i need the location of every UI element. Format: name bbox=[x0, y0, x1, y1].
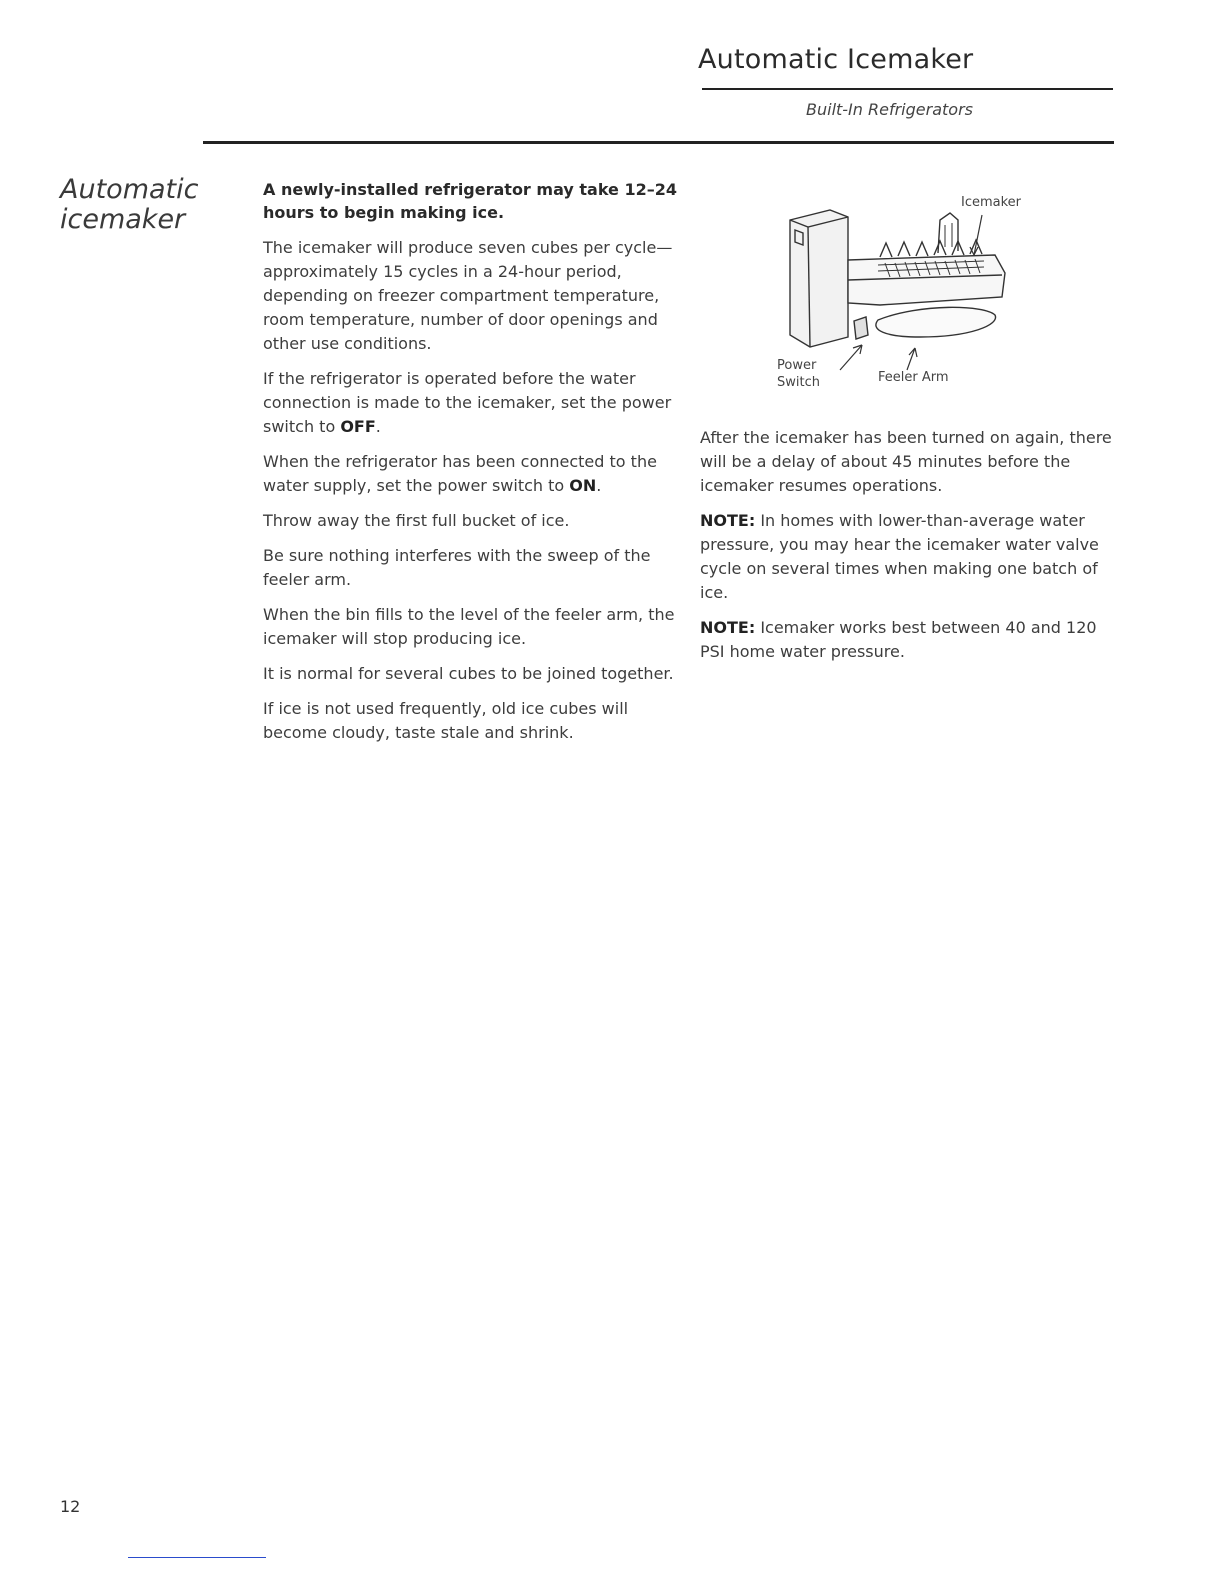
left-column bbox=[263, 178, 683, 756]
note-water-pressure bbox=[700, 509, 1115, 605]
page-number: 12 bbox=[60, 1497, 81, 1516]
right-column bbox=[700, 426, 1115, 675]
paragraph-first-bucket: Throw away the first full bucket of ice. bbox=[263, 511, 570, 530]
paragraph-power-off-end: . bbox=[375, 417, 381, 436]
lead-paragraph: A newly-installed refrigerator may take 12–24 hours to begin making ice. bbox=[263, 180, 677, 222]
paragraph-bin-fills: When the bin fills to the level of the feeler arm, the icemaker will stop producing ice. bbox=[263, 605, 675, 648]
note-psi bbox=[700, 616, 1115, 664]
header-divider bbox=[702, 88, 1113, 90]
page-header-subtitle: Built-In Refrigerators bbox=[806, 100, 973, 119]
on-keyword: ON bbox=[569, 476, 597, 495]
paragraph-delay: After the icemaker has been turned on again, there will be a delay of about 45 minutes before the icemaker resumes operations. bbox=[700, 428, 1112, 495]
section-title: Automatic icemaker bbox=[60, 174, 199, 235]
label-switch: Switch bbox=[777, 375, 820, 390]
paragraph-feeler-sweep: Be sure nothing interferes with the sweep of the feeler arm. bbox=[263, 546, 651, 589]
label-icemaker: Icemaker bbox=[961, 195, 1022, 210]
note-label: NOTE: bbox=[700, 511, 756, 530]
paragraph-power-off bbox=[263, 367, 683, 439]
paragraph-old-ice: If ice is not used frequently, old ice cubes will become cloudy, taste stale and shrink. bbox=[263, 699, 629, 742]
note-text: Icemaker works best between 40 and 120 PSI home water pressure. bbox=[700, 618, 1097, 661]
paragraph-power-on-text: When the refrigerator has been connected to the water supply, set the power switch to bbox=[263, 452, 657, 495]
note-label: NOTE: bbox=[700, 618, 756, 637]
paragraph-power-on-end: . bbox=[596, 476, 602, 495]
note-text: In homes with lower-than-average water pressure, you may hear the icemaker water valve cycle on several times when making one batch of ice. bbox=[700, 511, 1099, 602]
icemaker-illustration bbox=[770, 185, 1060, 400]
off-keyword: OFF bbox=[340, 417, 376, 436]
page-header-title: Automatic Icemaker bbox=[698, 44, 974, 75]
paragraph-power-off-text: If the refrigerator is operated before the water connection is made to the icemaker, set the power switch to bbox=[263, 369, 672, 436]
bottom-rule bbox=[128, 1557, 266, 1558]
paragraph-power-on bbox=[263, 450, 683, 498]
section-divider bbox=[203, 141, 1114, 144]
label-power: Power bbox=[777, 358, 817, 373]
paragraph-joined-cubes: It is normal for several cubes to be joined together. bbox=[263, 664, 674, 683]
paragraph-cycle-info: The icemaker will produce seven cubes per cycle—approximately 15 cycles in a 24-hour period, depending on freezer compartment temperature, room temperature, number of door openings and other use conditions. bbox=[263, 238, 673, 353]
label-feeler-arm: Feeler Arm bbox=[878, 370, 949, 385]
